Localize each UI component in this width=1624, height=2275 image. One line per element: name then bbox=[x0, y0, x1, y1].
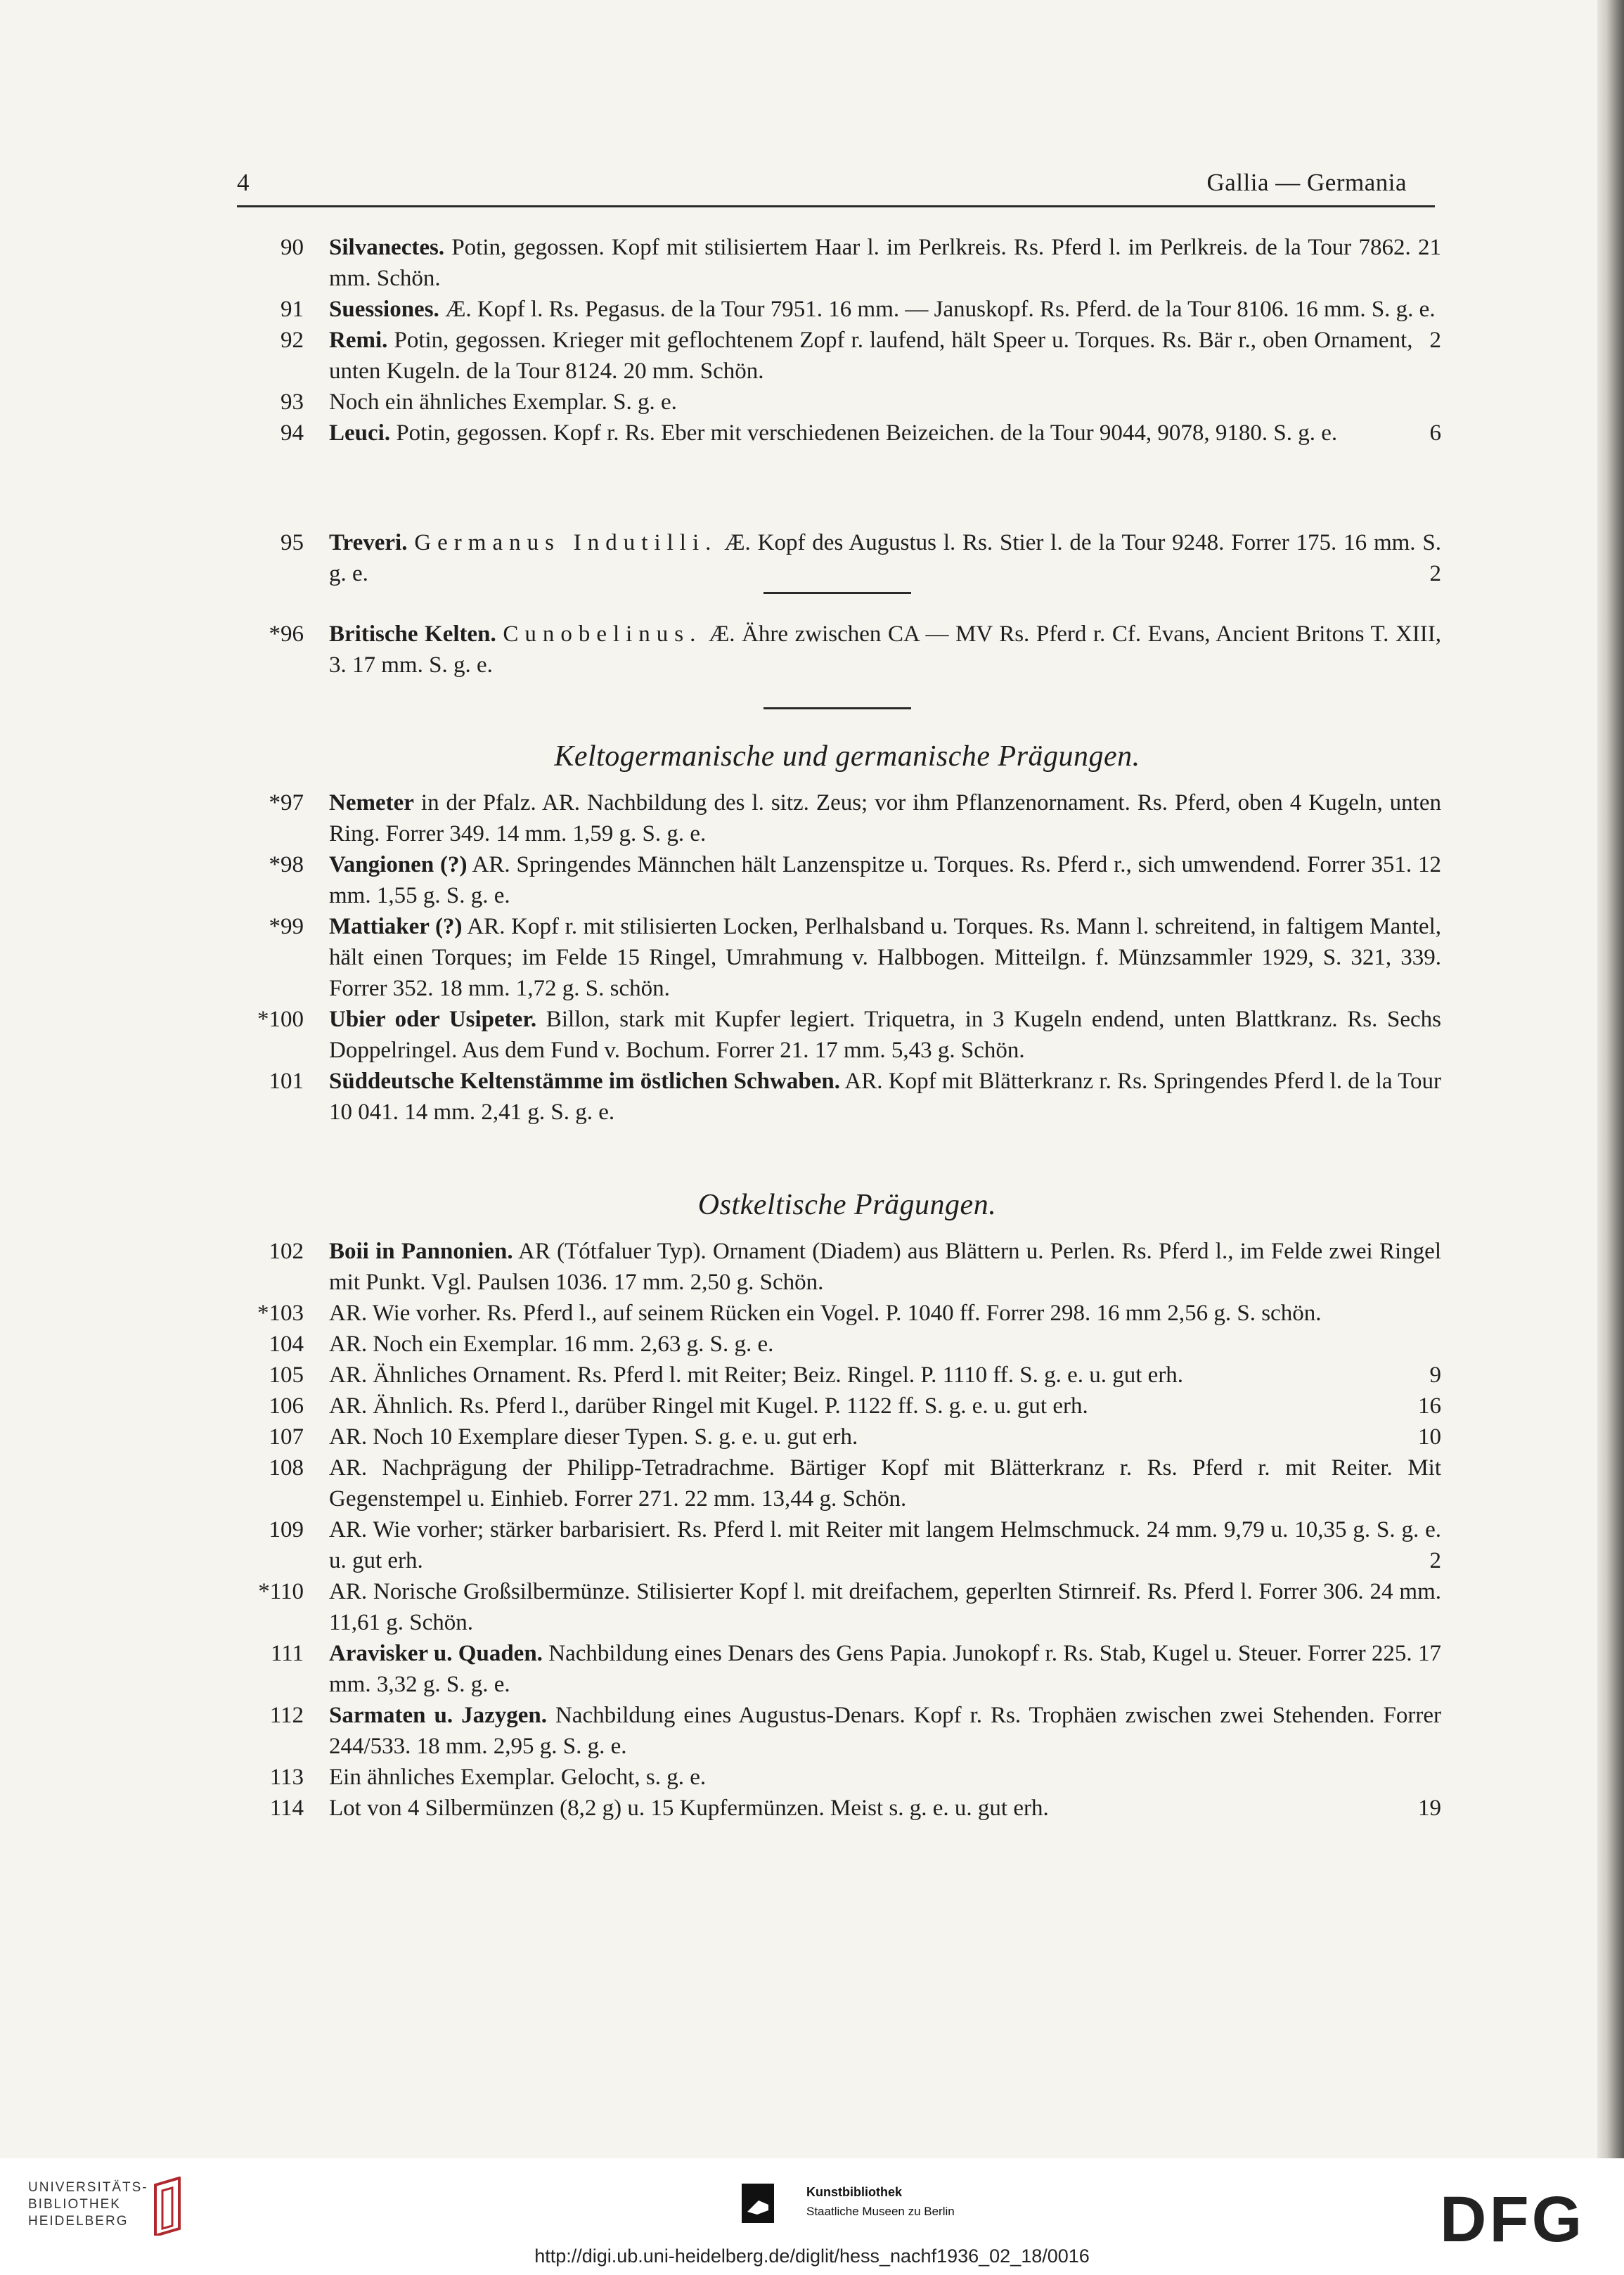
entry-name: Ubier oder Usipeter. bbox=[329, 1007, 537, 1032]
entry-description: Ein ähnliches Exemplar. Gelocht, s. g. e. bbox=[329, 1765, 707, 1790]
entry-price: 10 bbox=[1418, 1424, 1441, 1450]
catalog-entry bbox=[253, 1329, 1441, 1360]
entry-description: AR. Nachprägung der Philipp-Tetradrachme. Bärtiger Kopf mit Blätterkranz r. Rs. Pferd r. mit Reiter. Mit Gegenstempel u. Einhieb. Forrer 271. 22 mm. 13,44 g. Schön. bbox=[329, 1455, 1441, 1512]
entry-number: 114 bbox=[269, 1796, 304, 1821]
entry-number: 106 bbox=[269, 1393, 304, 1419]
catalog-entry bbox=[253, 1700, 1441, 1762]
entry-description: AR. Wie vorher; stärker barbarisiert. Rs. Pferd l. mit Reiter mit langem Helmschmuck. 24 mm. 9,79 u. 10,35 g. S. g. e. u. gut erh. bbox=[329, 1517, 1441, 1573]
catalog-entry bbox=[253, 387, 1441, 418]
catalog-group-treveri bbox=[253, 527, 1441, 589]
entry-name: Süddeutsche Keltenstämme im östlichen Schwaben. bbox=[329, 1069, 840, 1094]
entry-name: Nemeter bbox=[329, 790, 414, 816]
catalog-entry bbox=[253, 1638, 1441, 1700]
catalog-entry bbox=[253, 1360, 1441, 1391]
kunstbibliothek-subtitle: Staatliche Museen zu Berlin bbox=[806, 2205, 955, 2218]
entry-description: Æ. Kopf l. Rs. Pegasus. de la Tour 7951. 16 mm. — Januskopf. Rs. Pferd. de la Tour 8106. 16 mm. S. g. e. bbox=[439, 297, 1436, 322]
entry-number: 92 bbox=[281, 328, 304, 353]
entry-text bbox=[329, 530, 1441, 586]
dfg-logo[interactable]: DFG bbox=[1440, 2184, 1585, 2255]
entry-name: Vangionen (?) bbox=[329, 852, 468, 877]
entry-number: *99 bbox=[269, 914, 304, 939]
entry-text bbox=[329, 389, 677, 415]
footer-bar bbox=[0, 2158, 1624, 2275]
entry-number: 91 bbox=[281, 297, 304, 322]
entry-description: AR. Noch ein Exemplar. 16 mm. 2,63 g. S. g. e. bbox=[329, 1332, 774, 1357]
catalog-entry bbox=[253, 1298, 1441, 1329]
entry-number: *98 bbox=[269, 852, 304, 877]
catalog-entry bbox=[253, 1793, 1441, 1824]
catalog-entry bbox=[253, 1004, 1441, 1066]
entry-number: 90 bbox=[281, 235, 304, 260]
entry-description: AR. Wie vorher. Rs. Pferd l., auf seinem Rücken ein Vogel. P. 1040 ff. Forrer 298. 16 mm 2,56 g. S. schön. bbox=[329, 1301, 1322, 1326]
entry-name: Mattiaker (?) bbox=[329, 914, 463, 939]
entry-number: 111 bbox=[270, 1641, 304, 1666]
catalog-entry bbox=[253, 1422, 1441, 1452]
catalog-entry bbox=[253, 1236, 1441, 1298]
entry-text bbox=[329, 1007, 1441, 1063]
entry-text bbox=[329, 1424, 1441, 1450]
logo-text-line: UNIVERSITÄTS- bbox=[28, 2180, 148, 2195]
entry-name: Sarmaten u. Jazygen. bbox=[329, 1703, 547, 1728]
entry-text bbox=[329, 790, 1441, 846]
entry-text bbox=[329, 1641, 1441, 1697]
entry-text bbox=[329, 1239, 1441, 1295]
separator-rule bbox=[763, 707, 911, 709]
entry-description: AR. Ähnlich. Rs. Pferd l., darüber Ringel mit Kugel. P. 1122 ff. S. g. e. u. gut erh. bbox=[329, 1393, 1088, 1419]
entry-text bbox=[329, 914, 1441, 1001]
catalog-entry bbox=[253, 1066, 1441, 1128]
entry-legend: Germanus Indutilli. bbox=[414, 530, 718, 555]
entry-number: 101 bbox=[269, 1069, 304, 1094]
entry-number: 94 bbox=[281, 420, 304, 446]
entry-description: Potin, gegossen. Krieger mit geflochtenem Zopf r. laufend, hält Speer u. Torques. Rs. Bär r., oben Ornament, unten Kugeln. de la Tour 8124. 20 mm. Schön. bbox=[329, 328, 1413, 384]
catalog-entry bbox=[253, 232, 1441, 294]
entry-legend: Cunobelinus. bbox=[503, 621, 702, 647]
entry-description: AR (Tótfaluer Typ). Ornament (Diadem) aus Blättern u. Perlen. Rs. Pferd l., im Felde zwei Ringel mit Punkt. Vgl. Paulsen 1036. 17 mm. 2,50 g. Schön. bbox=[329, 1239, 1442, 1295]
entry-text bbox=[329, 1579, 1441, 1635]
entry-text bbox=[329, 852, 1441, 908]
logo-text-line: HEIDELBERG bbox=[28, 2214, 129, 2229]
catalog-entry bbox=[253, 1452, 1441, 1514]
entry-name: Silvanectes. bbox=[329, 235, 445, 260]
entry-text bbox=[329, 1765, 706, 1790]
entry-description: Potin, gegossen. Kopf r. Rs. Eber mit verschiedenen Beizeichen. de la Tour 9044, 9078, 9180. S. g. e. bbox=[390, 420, 1338, 446]
entry-number: *110 bbox=[258, 1579, 304, 1604]
separator-rule bbox=[763, 592, 911, 594]
entry-number: *100 bbox=[257, 1007, 304, 1032]
entry-name: Suessiones. bbox=[329, 297, 439, 322]
entry-number: 108 bbox=[269, 1455, 304, 1481]
entry-number: 109 bbox=[269, 1517, 304, 1542]
catalog-group-keltogermanische bbox=[253, 787, 1441, 1128]
entry-description: Æ. Ähre zwischen CA — MV Rs. Pferd r. Cf. Evans, Ancient Britons T. XIII, 3. 17 mm. S. g. e. bbox=[329, 621, 1442, 678]
catalog-entry bbox=[253, 418, 1441, 449]
entry-description: AR. Ähnliches Ornament. Rs. Pferd l. mit Reiter; Beiz. Ringel. P. 1110 ff. S. g. e. u. gut erh. bbox=[329, 1362, 1184, 1388]
entry-name: Boii in Pannonien. bbox=[329, 1239, 513, 1264]
catalog-entry bbox=[253, 325, 1441, 387]
entry-text bbox=[329, 1703, 1441, 1759]
entry-text bbox=[329, 1796, 1441, 1821]
catalog-entry bbox=[253, 619, 1441, 681]
running-header: Gallia — Germania bbox=[1206, 169, 1407, 196]
entry-text bbox=[329, 1517, 1441, 1573]
entry-number: 107 bbox=[269, 1424, 304, 1450]
entry-number: *97 bbox=[269, 790, 304, 816]
entry-price: 6 bbox=[1429, 420, 1441, 446]
entry-description: AR. Kopf r. mit stilisierten Locken, Perlhalsband u. Torques. Rs. Mann l. schreitend, in faltigem Mantel, hält einen Torques; im Felde 15 Ringel, Umrahmung v. Halbbogen. Mitteilgn. f. Münzsammler 1929, S. 321, 339. Forrer 352. 18 mm. 1,72 g. S. schön. bbox=[329, 914, 1441, 1001]
section-title-ostkeltische: Ostkeltische Prägungen. bbox=[697, 1189, 997, 1221]
catalog-entry bbox=[253, 1514, 1441, 1576]
entry-name: Leuci. bbox=[329, 420, 391, 446]
catalog-entry bbox=[253, 1576, 1441, 1638]
entry-name: Remi. bbox=[329, 328, 388, 353]
catalog-entry bbox=[253, 849, 1441, 911]
entry-number: 93 bbox=[281, 389, 304, 415]
heidelberg-mark-icon bbox=[151, 2177, 191, 2236]
entry-number: *103 bbox=[257, 1301, 304, 1326]
entry-description: Lot von 4 Silbermünzen (8,2 g) u. 15 Kupfermünzen. Meist s. g. e. u. gut erh. bbox=[329, 1796, 1049, 1821]
entry-price: 16 bbox=[1418, 1393, 1441, 1419]
entry-name: Treveri. bbox=[329, 530, 408, 555]
entry-name: Aravisker u. Quaden. bbox=[329, 1641, 543, 1666]
entry-text bbox=[329, 235, 1441, 291]
entry-description: Æ. Kopf des Augustus l. Rs. Stier l. de la Tour 9248. Forrer 175. 16 mm. S. g. e. bbox=[329, 530, 1441, 586]
kunstbibliothek-name: Kunstbibliothek bbox=[806, 2185, 902, 2199]
entry-price: 2 bbox=[1429, 328, 1441, 353]
catalog-entry bbox=[253, 1762, 1441, 1793]
entry-number: 104 bbox=[269, 1332, 304, 1357]
page-edge bbox=[1597, 0, 1624, 2158]
entry-description: AR. Springendes Männchen hält Lanzenspitze u. Torques. Rs. Pferd r., sich umwendend. Forrer 351. 12 mm. 1,55 g. S. g. e. bbox=[329, 852, 1441, 908]
entry-price: 19 bbox=[1418, 1796, 1441, 1821]
entry-number: 112 bbox=[269, 1703, 304, 1728]
entry-name: Britische Kelten. bbox=[329, 621, 496, 647]
entry-text bbox=[329, 621, 1441, 678]
entry-price: 2 bbox=[1429, 1548, 1441, 1573]
entry-text bbox=[329, 1069, 1441, 1125]
entry-number: 95 bbox=[281, 530, 304, 555]
entry-text bbox=[329, 1455, 1441, 1512]
entry-number: *96 bbox=[269, 621, 304, 647]
entry-text bbox=[329, 328, 1413, 384]
permalink-url[interactable]: http://digi.ub.uni-heidelberg.de/diglit/hess_nachf1936_02_18/0016 bbox=[534, 2245, 1090, 2267]
entry-description: in der Pfalz. AR. Nachbildung des l. sitz. Zeus; vor ihm Pflanzenornament. Rs. Pferd, oben 4 Kugeln, unten Ring. Forrer 349. 14 mm. 1,59 g. S. g. e. bbox=[329, 790, 1441, 846]
entry-description: Billon, stark mit Kupfer legiert. Triquetra, in 3 Kugeln endend, unten Blattkranz. Rs. Sechs Doppelringel. Aus dem Fund v. Bochum. Forrer 21. 17 mm. 5,43 g. Schön. bbox=[329, 1007, 1441, 1063]
catalog-entry bbox=[253, 1391, 1441, 1422]
entry-price: 9 bbox=[1429, 1362, 1441, 1388]
entry-description: AR. Noch 10 Exemplare dieser Typen. S. g. e. u. gut erh. bbox=[329, 1424, 858, 1450]
page-number: 4 bbox=[237, 169, 250, 196]
entry-description: Nachbildung eines Augustus-Denars. Kopf r. Rs. Trophäen zwischen zwei Stehenden. Forrer 244/533. 18 mm. 2,95 g. S. g. e. bbox=[329, 1703, 1441, 1759]
section-title-keltogermanische: Keltogermanische und germanische Prägungen. bbox=[554, 740, 1140, 773]
entry-description: AR. Norische Großsilbermünze. Stilisierter Kopf l. mit dreifachem, geperlten Stirnreif. Rs. Pferd l. Forrer 306. 24 mm. 11,61 g. Schön. bbox=[329, 1579, 1441, 1635]
entry-text bbox=[329, 420, 1441, 446]
logo-text-line: BIBLIOTHEK bbox=[28, 2197, 121, 2212]
entry-number: 102 bbox=[269, 1239, 304, 1264]
kunstbibliothek-icon bbox=[742, 2184, 774, 2223]
entry-description: Noch ein ähnliches Exemplar. S. g. e. bbox=[329, 389, 677, 415]
entry-text bbox=[329, 1393, 1441, 1419]
catalog-entry bbox=[253, 527, 1441, 589]
catalog-entry bbox=[253, 911, 1441, 1004]
entry-text bbox=[329, 1301, 1321, 1326]
entry-number: 113 bbox=[269, 1765, 304, 1790]
entry-price: 2 bbox=[1429, 561, 1441, 586]
entry-description: AR. Kopf mit Blätterkranz r. Rs. Springendes Pferd l. de la Tour 10 041. 14 mm. 2,41 g. S. g. e. bbox=[329, 1069, 1441, 1125]
catalog-entry bbox=[253, 787, 1441, 849]
university-library-logo[interactable] bbox=[28, 2179, 148, 2230]
header-rule bbox=[237, 205, 1435, 207]
entry-description: Nachbildung eines Denars des Gens Papia. Junokopf r. Rs. Stab, Kugel u. Steuer. Forrer 225. 17 mm. 3,32 g. S. g. e. bbox=[329, 1641, 1441, 1697]
catalog-group-ostkeltische bbox=[253, 1236, 1441, 1824]
entry-number: 105 bbox=[269, 1362, 304, 1388]
catalog-group-gallia bbox=[253, 232, 1441, 449]
entry-text bbox=[329, 1332, 773, 1357]
entry-description: Potin, gegossen. Kopf mit stilisiertem Haar l. im Perlkreis. Rs. Pferd l. im Perlkreis. de la Tour 7862. 21 mm. Schön. bbox=[329, 235, 1441, 291]
catalog-group-britain bbox=[253, 619, 1441, 681]
entry-text bbox=[329, 1362, 1441, 1388]
